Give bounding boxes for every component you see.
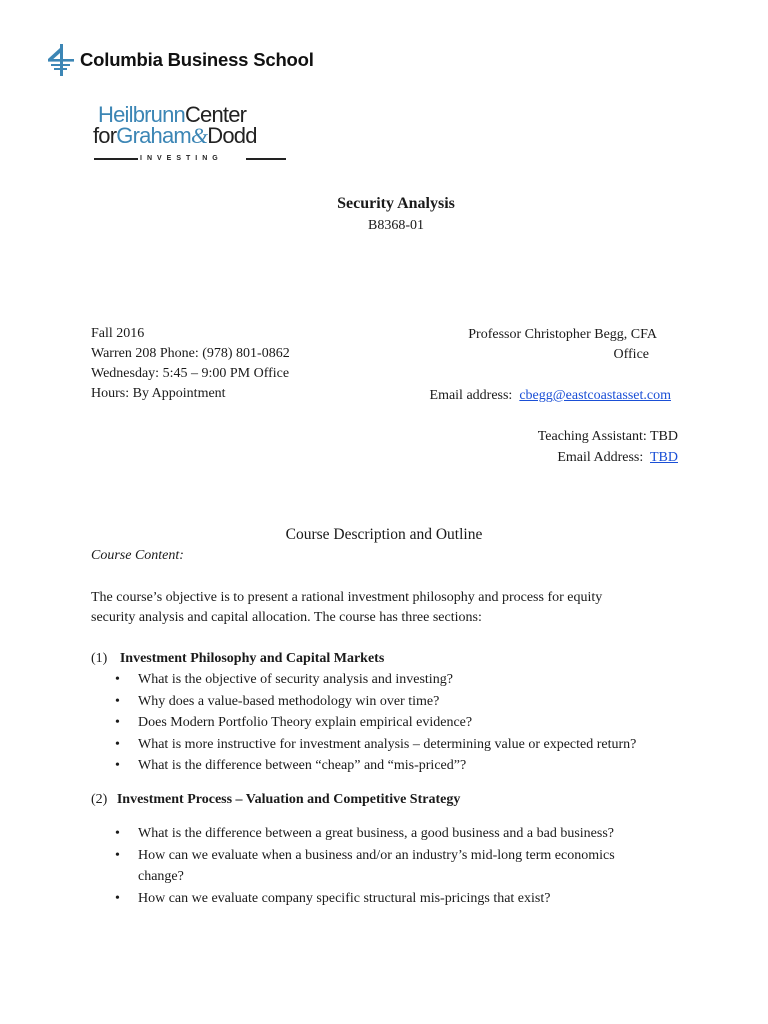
list-item: • How can we evaluate company specific structural mis-pricings that exist?	[115, 888, 615, 910]
office-label: Office	[613, 347, 649, 362]
logo-tagline: INVESTING	[140, 155, 223, 162]
bullet-icon: •	[115, 715, 120, 730]
bullet-icon: •	[115, 693, 120, 709]
logo-text-for: for	[93, 123, 117, 148]
section-2-number: (2)	[91, 792, 108, 807]
intro-text-line1: The course’s objective is to present a rational investment philosophy and process for equity	[91, 590, 603, 605]
bullet-icon: •	[115, 736, 120, 752]
class-time: Wednesday: 5:45 – 9:00 PM Office	[91, 366, 290, 381]
bullet-icon: •	[115, 847, 120, 863]
columbia-crown-icon	[48, 44, 76, 76]
section-title: Course Description and Outline	[285, 526, 483, 543]
location-phone: Warren 208 Phone: (978) 801-0862	[91, 346, 290, 361]
section-2-heading	[91, 790, 460, 810]
teaching-assistant: Teaching Assistant: TBD	[537, 429, 678, 444]
ta-email-line	[557, 448, 678, 468]
section-1-title: Investment Philosophy and Capital Markets	[119, 651, 385, 666]
logo-text-dodd: Dodd	[207, 123, 257, 148]
list-item: • What is the difference between a great business, a good business and a bad business?	[115, 823, 615, 845]
term: Fall 2016	[91, 326, 145, 341]
course-title: Security Analysis	[337, 195, 455, 212]
list-item: • Does Modern Portfolio Theory explain empirical evidence?	[115, 712, 636, 734]
section-1-number: (1)	[91, 651, 108, 666]
list-item: • What is more instructive for investment analysis – determining value or expected return?	[115, 734, 636, 756]
course-code: B8368-01	[368, 218, 424, 233]
section-2-list	[115, 823, 615, 909]
intro-text-line2: security analysis and capital allocation. The course has three sections:	[91, 610, 482, 625]
heilbrunn-center-logo	[93, 103, 293, 169]
professor-email-link[interactable]: cbegg@eastcoastasset.com	[519, 388, 671, 403]
list-item: • How can we evaluate when a business and/or an industry’s mid-long term economics change?	[115, 845, 615, 888]
office-hours: Hours: By Appointment	[91, 386, 226, 401]
section-2-title: Investment Process – Valuation and Competitive Strategy	[116, 792, 461, 807]
professor-name: Professor Christopher Begg, CFA	[468, 327, 657, 342]
list-item: • What is the difference between “cheap” and “mis-priced”?	[115, 755, 636, 777]
logo-text-center: Center	[184, 102, 247, 127]
list-item: • What is the objective of security analysis and investing?	[115, 669, 636, 691]
course-content-label: Course Content:	[91, 548, 184, 563]
logo-text-heilbrunn: Heilbrunn	[98, 102, 185, 127]
logo-rule	[94, 155, 286, 163]
professor-email-line	[430, 386, 671, 406]
bullet-icon: •	[115, 672, 120, 687]
list-item-continuation: change?	[138, 869, 184, 884]
email-label: Email address:	[429, 388, 513, 403]
bullet-icon: •	[115, 826, 120, 841]
ta-email-link[interactable]: TBD	[650, 450, 678, 465]
section-1-heading	[91, 649, 384, 669]
bullet-icon: •	[115, 890, 120, 906]
ta-email-label: Email Address:	[557, 450, 644, 465]
columbia-business-school-logo	[48, 44, 314, 76]
school-name: Columbia Business School	[80, 49, 314, 70]
list-item: • Why does a value-based methodology win over time?	[115, 691, 636, 713]
bullet-icon: •	[115, 758, 120, 773]
logo-text-graham: Graham	[116, 123, 191, 148]
section-1-list	[115, 669, 636, 777]
logo-ampersand: &	[190, 123, 208, 148]
